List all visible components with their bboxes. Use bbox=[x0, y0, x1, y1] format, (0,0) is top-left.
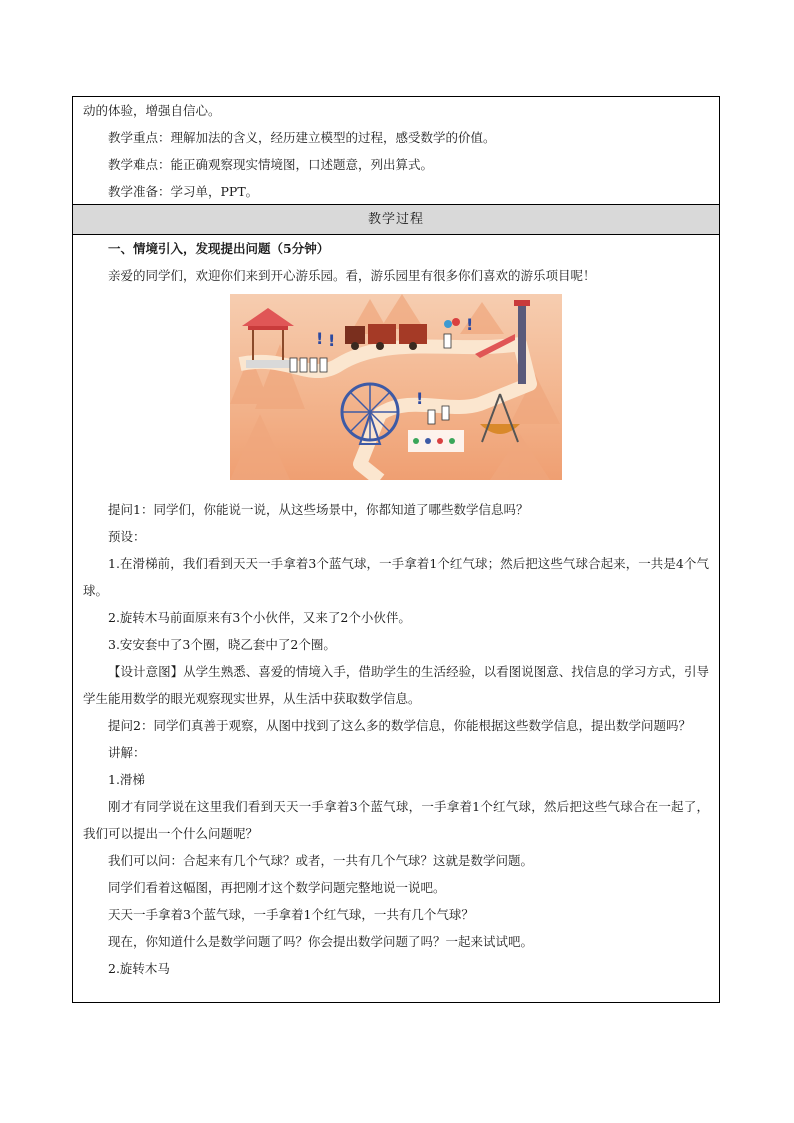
item-carousel: 2.旋转木马 bbox=[108, 961, 170, 976]
preset-label: 预设： bbox=[108, 529, 146, 544]
teaching-difficulty: 教学难点：能正确观察现实情境图，口述题意，列出算式。 bbox=[108, 157, 434, 172]
paragraph-3: 同学们看着这幅图，再把刚才这个数学问题完整地说一说吧。 bbox=[108, 880, 446, 895]
welcome-text: 亲爱的同学们，欢迎你们来到开心游乐园。看，游乐园里有很多你们喜欢的游乐项目呢！ bbox=[108, 268, 596, 283]
lesson-plan-table bbox=[72, 96, 720, 1003]
blue-balloon bbox=[444, 320, 452, 328]
section-heading: 一、情境引入，发现提出问题（5分钟） bbox=[108, 241, 330, 256]
question-1: 提问1：同学们，你能说一说，从这些场景中，你都知道了哪些数学信息吗？ bbox=[108, 502, 529, 517]
design-intent: 【设计意图】从学生熟悉、喜爱的情境入手，借助学生的生活经验，以看图说图意、找信息的学习方式，引导学生能用数学的眼光观察现实世界，从生活中获取数学信息。 bbox=[83, 664, 709, 706]
ring-toss-prizes bbox=[408, 430, 464, 452]
svg-text:!: ! bbox=[416, 389, 424, 408]
process-cell bbox=[73, 235, 719, 1002]
amusement-park-illustration bbox=[230, 294, 562, 480]
park-scene bbox=[230, 294, 562, 480]
teaching-preparation: 教学准备：学习单，PPT。 bbox=[108, 184, 259, 199]
section-header: 教学过程 bbox=[73, 205, 719, 235]
preset-3: 3.安安套中了3个圈，晓乙套中了2个圈。 bbox=[108, 637, 336, 652]
preset-2: 2.旋转木马前面原来有3个小伙伴，又来了2个小伙伴。 bbox=[108, 610, 411, 625]
explain-label: 讲解： bbox=[108, 745, 146, 760]
preset-1: 1.在滑梯前，我们看到天天一手拿着3个蓝气球，一手拿着1个红气球；然后把这些气球合起来，一共是4个气球。 bbox=[83, 556, 709, 598]
item-slide: 1.滑梯 bbox=[108, 772, 145, 787]
red-balloon bbox=[452, 318, 460, 326]
paragraph-1: 刚才有同学说在这里我们看到天天一手拿着3个蓝气球，一手拿着1个红气球，然后把这些气球合在一起了，我们可以提出一个什么问题呢？ bbox=[83, 799, 709, 841]
paragraph-5: 现在，你知道什么是数学问题了吗？你会提出数学问题了吗？一起来试试吧。 bbox=[108, 934, 534, 949]
question-2: 提问2：同学们真善于观察，从图中找到了这么多的数学信息，你能根据这些数学信息，提出数学问题吗？ bbox=[108, 718, 691, 733]
intro-line-1: 动的体验，增强自信心。 bbox=[83, 103, 221, 118]
svg-text:!: ! bbox=[328, 331, 336, 350]
teaching-focus: 教学重点：理解加法的含义，经历建立模型的过程，感受数学的价值。 bbox=[108, 130, 496, 145]
illustration-container bbox=[73, 289, 719, 496]
svg-text:!: ! bbox=[466, 315, 474, 334]
paragraph-4: 天天一手拿着3个蓝气球，一手拿着1个红气球，一共有几个气球？ bbox=[108, 907, 474, 922]
intro-cell bbox=[73, 97, 719, 205]
paragraph-2: 我们可以问：合起来有几个气球？或者，一共有几个气球？这就是数学问题。 bbox=[108, 853, 534, 868]
svg-text:!: ! bbox=[316, 329, 324, 348]
